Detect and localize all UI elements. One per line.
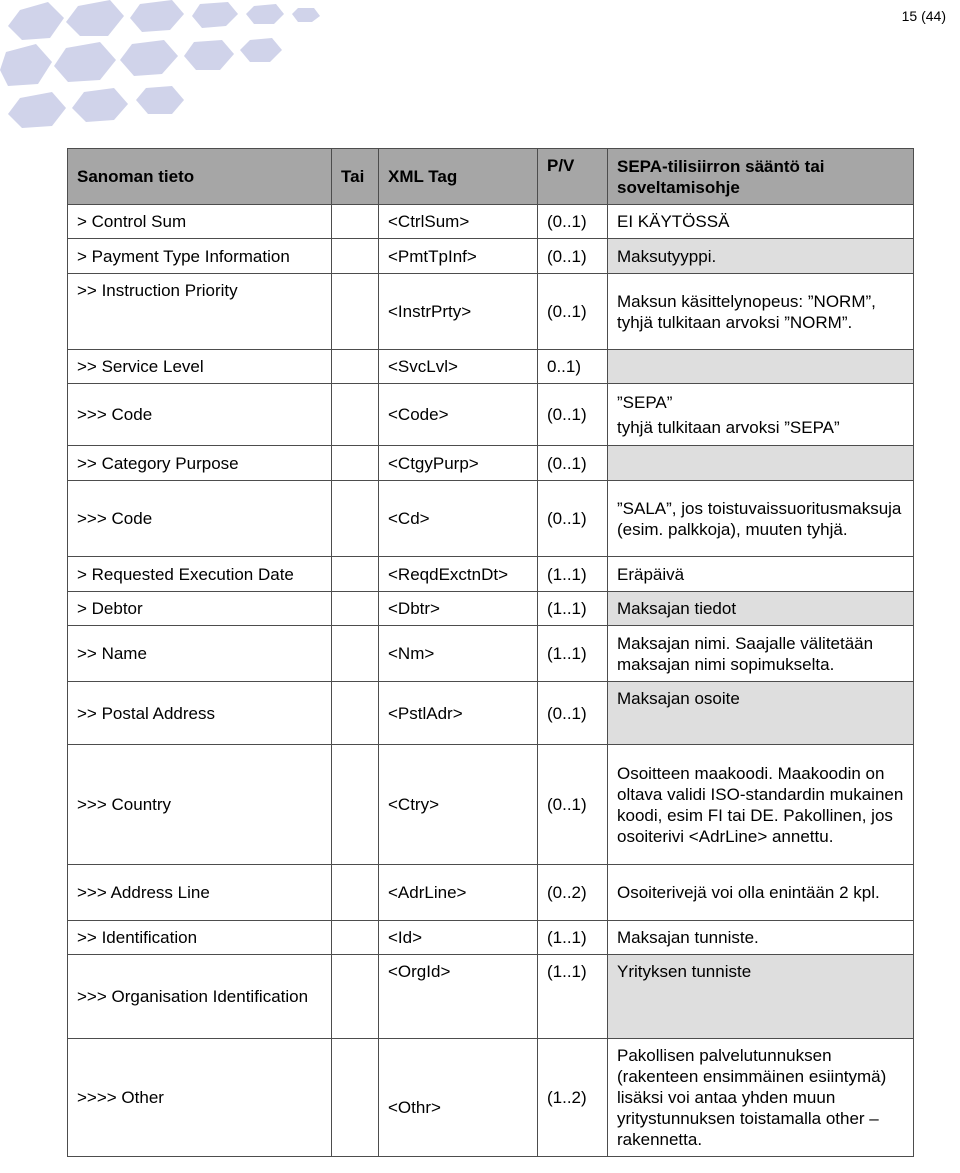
rule-cell <box>608 384 914 446</box>
tai-cell <box>332 745 379 865</box>
table-row <box>68 592 914 626</box>
pv-cell: (0..1) <box>538 481 608 557</box>
field-cell: >>> Address Line <box>68 865 332 921</box>
table-row <box>68 350 914 384</box>
pv-cell: (1..1) <box>538 557 608 592</box>
header-rule: SEPA-tilisiirron sääntö tai soveltamisohje <box>608 149 914 205</box>
header-field: Sanoman tieto <box>68 149 332 205</box>
tai-cell <box>332 446 379 481</box>
pv-cell: (0..1) <box>538 205 608 239</box>
field-cell: >>> Code <box>68 481 332 557</box>
tai-cell <box>332 557 379 592</box>
field-cell: >>> Code <box>68 384 332 446</box>
field-cell: >> Identification <box>68 921 332 955</box>
rule-cell: Yrityksen tunniste <box>608 955 914 1039</box>
tag-cell: <AdrLine> <box>379 865 538 921</box>
tai-cell <box>332 955 379 1039</box>
rule-cell: Maksun käsittelynopeus: ”NORM”, tyhjä tulkitaan arvoksi ”NORM”. <box>608 274 914 350</box>
field-cell: >>>> Other <box>68 1039 332 1157</box>
tag-cell: <Ctry> <box>379 745 538 865</box>
tag-cell: <SvcLvl> <box>379 350 538 384</box>
field-cell: >>> Country <box>68 745 332 865</box>
table-row <box>68 921 914 955</box>
tai-cell <box>332 274 379 350</box>
rule-cell <box>608 350 914 384</box>
tag-cell: <InstrPrty> <box>379 274 538 350</box>
table-row <box>68 955 914 1039</box>
tai-cell <box>332 1039 379 1157</box>
pv-cell: (0..1) <box>538 384 608 446</box>
field-cell: >> Postal Address <box>68 682 332 745</box>
table-row <box>68 557 914 592</box>
pv-cell: (0..1) <box>538 274 608 350</box>
table-row <box>68 745 914 865</box>
table-row <box>68 239 914 274</box>
header-xml-tag: XML Tag <box>379 149 538 205</box>
pv-cell: (0..1) <box>538 239 608 274</box>
field-cell: >> Service Level <box>68 350 332 384</box>
table-row <box>68 626 914 682</box>
tag-cell: <Nm> <box>379 626 538 682</box>
rule-cell: Maksutyyppi. <box>608 239 914 274</box>
header-pv: P/V <box>538 149 608 205</box>
tai-cell <box>332 592 379 626</box>
tag-cell: <CtrlSum> <box>379 205 538 239</box>
table-row <box>68 274 914 350</box>
rule-cell: Pakollisen palvelutunnuksen (rakenteen ensimmäinen esiintymä) lisäksi voi antaa yhden muun yritystunnuksen toistamalla other –rakennetta. <box>608 1039 914 1157</box>
field-cell: > Control Sum <box>68 205 332 239</box>
table-row <box>68 384 914 446</box>
rule-line: ”SEPA” <box>617 392 673 412</box>
rule-cell: EI KÄYTÖSSÄ <box>608 205 914 239</box>
pv-cell: (1..1) <box>538 921 608 955</box>
tai-cell <box>332 626 379 682</box>
table-row <box>68 865 914 921</box>
tag-cell: <PmtTpInf> <box>379 239 538 274</box>
header-tai: Tai <box>332 149 379 205</box>
page-number: 15 (44) <box>901 8 946 24</box>
rule-cell: Maksajan tiedot <box>608 592 914 626</box>
table-row <box>68 446 914 481</box>
pv-cell: (0..1) <box>538 682 608 745</box>
field-cell: > Debtor <box>68 592 332 626</box>
pv-cell: (0..1) <box>538 745 608 865</box>
field-cell: >>> Organisation Identification <box>68 955 332 1039</box>
rule-line: tyhjä tulkitaan arvoksi ”SEPA” <box>617 417 840 437</box>
field-cell: > Payment Type Information <box>68 239 332 274</box>
rule-cell: Osoitteen maakoodi. Maakoodin on oltava validi ISO-standardin mukainen koodi, esim FI tai DE. Pakollinen, jos osoiterivi <AdrLine> annettu. <box>608 745 914 865</box>
tag-cell: <ReqdExctnDt> <box>379 557 538 592</box>
rule-cell: ”SALA”, jos toistuvaissuoritusmaksuja (esim. palkkoja), muuten tyhjä. <box>608 481 914 557</box>
pv-cell: (0..2) <box>538 865 608 921</box>
hexagon-logo <box>0 0 330 130</box>
rule-cell: Maksajan osoite <box>608 682 914 745</box>
tag-cell: <Othr> <box>379 1039 538 1157</box>
tai-cell <box>332 921 379 955</box>
sepa-spec-table <box>67 148 914 1157</box>
rule-cell: Maksajan nimi. Saajalle välitetään maksajan nimi sopimukselta. <box>608 626 914 682</box>
tag-cell: <PstlAdr> <box>379 682 538 745</box>
pv-cell: (1..1) <box>538 626 608 682</box>
pv-cell: (1..1) <box>538 592 608 626</box>
tag-cell: <Dbtr> <box>379 592 538 626</box>
tag-cell: <Id> <box>379 921 538 955</box>
tag-cell: <OrgId> <box>379 955 538 1039</box>
rule-cell: Eräpäivä <box>608 557 914 592</box>
tai-cell <box>332 865 379 921</box>
pv-cell: (0..1) <box>538 446 608 481</box>
tai-cell <box>332 682 379 745</box>
table-row <box>68 682 914 745</box>
pv-cell: (1..1) <box>538 955 608 1039</box>
rule-cell <box>608 446 914 481</box>
table-row <box>68 481 914 557</box>
tag-cell: <CtgyPurp> <box>379 446 538 481</box>
table-row <box>68 1039 914 1157</box>
tag-cell: <Cd> <box>379 481 538 557</box>
table-row <box>68 205 914 239</box>
rule-cell: Maksajan tunniste. <box>608 921 914 955</box>
field-cell: >> Name <box>68 626 332 682</box>
tai-cell <box>332 205 379 239</box>
tai-cell <box>332 350 379 384</box>
rule-cell: Osoiterivejä voi olla enintään 2 kpl. <box>608 865 914 921</box>
field-cell: >> Instruction Priority <box>68 274 332 350</box>
field-cell: > Requested Execution Date <box>68 557 332 592</box>
tai-cell <box>332 384 379 446</box>
tag-cell: <Code> <box>379 384 538 446</box>
tai-cell <box>332 481 379 557</box>
pv-cell: (1..2) <box>538 1039 608 1157</box>
table-header-row <box>68 149 914 205</box>
tai-cell <box>332 239 379 274</box>
field-cell: >> Category Purpose <box>68 446 332 481</box>
pv-cell: 0..1) <box>538 350 608 384</box>
